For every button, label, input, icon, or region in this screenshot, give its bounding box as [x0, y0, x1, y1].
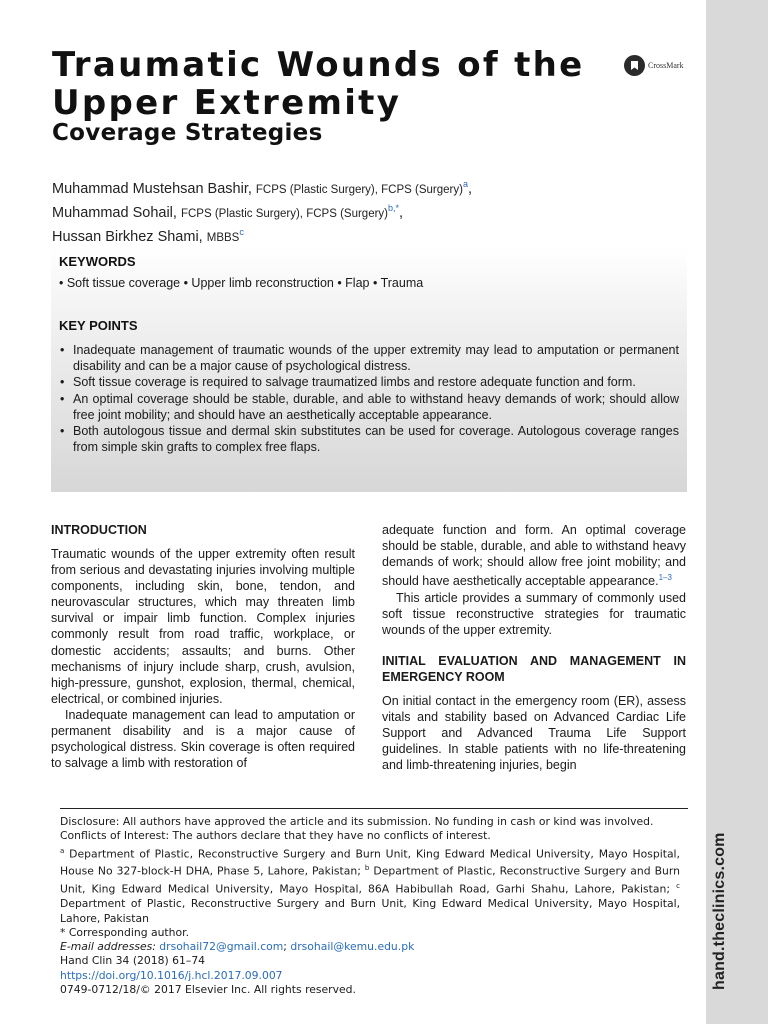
author-name: Muhammad Mustehsan Bashir, — [52, 180, 252, 197]
affiliation-b: Department of Plastic, Reconstructive Surgery and Burn Unit, King Edward Medical University, Mayo Hospital, 86A Habibullah Road, Garhi Shahu, Lahore, Pakistan; — [60, 865, 680, 896]
copyright-line: 0749-0712/18/© 2017 Elsevier Inc. All rights reserved. — [60, 983, 356, 996]
body-paragraph: Traumatic wounds of the upper extremity often result from serious and devastating injuries involving multiple components, including skin, bone, tendon, and neurovascular structures, which may threaten limb survival or impair limb function. Complex injuries commonly result from road traffic, workplace, or domestic accidents; assaults; and burns. Other mechanisms of injury include sharp, crush, avulsion, high-pressure, gunshot, explosion, thermal, chemical, electrical, or combined injuries. — [51, 547, 355, 706]
journal-site-label[interactable]: hand.theclinics.com — [711, 832, 728, 990]
author-list — [52, 175, 472, 246]
crossmark-badge[interactable] — [624, 55, 684, 76]
body-paragraph — [382, 522, 686, 590]
affiliation-label-a: a — [60, 846, 65, 855]
key-points-heading: KEY POINTS — [59, 318, 138, 333]
key-point: • An optimal coverage should be stable, durable, and able to withstand heavy demands of work; should allow free joint mobility; and should have an aesthetically acceptable appearance. — [59, 391, 679, 423]
keywords-list: • Soft tissue coverage • Upper limb reconstruction • Flap • Trauma — [59, 276, 424, 290]
body-paragraph: This article provides a summary of commonly used soft tissue reconstructive strategies for traumatic wounds of the upper extremity. — [382, 590, 686, 637]
email-link-2[interactable]: drsohail@kemu.edu.pk — [290, 940, 415, 954]
key-point: • Soft tissue coverage is required to salvage traumatized limbs and restore adequate function and form. — [59, 374, 679, 390]
footnote-rule — [60, 808, 688, 809]
corresponding-author-note: * Corresponding author. — [60, 925, 189, 939]
author-separator: , — [467, 180, 472, 197]
body-paragraph: On initial contact in the emergency room (ER), assess vitals and stability based on Advanced Cardiac Life Support and Advanced Trauma Life Support guidelines. In stable patients with no life-threatening and limb-threatening injuries, begin — [382, 693, 686, 773]
affiliation-marker[interactable]: b,* — [388, 202, 400, 213]
author-separator: , — [399, 204, 404, 221]
affiliation-label-c: c — [676, 882, 680, 891]
affiliation-marker[interactable]: a — [462, 179, 468, 189]
footnotes — [60, 815, 680, 954]
body-paragraph: Inadequate management can lead to amputation or permanent disability and is a major cause of psychological distress. Skin coverage is often required to salvage a limb with restoration of — [51, 707, 355, 771]
article-subtitle: Coverage Strategies — [52, 120, 323, 146]
keywords-box — [51, 247, 687, 492]
author-name: Hussan Birkhez Shami, — [52, 228, 203, 245]
affiliation-a: Department of Plastic, Reconstructive Surgery and Burn Unit, King Edward Medical University, Mayo Hospital, House No 327-block-H DHA, Phase 5, Lahore, Pakistan; — [60, 847, 680, 879]
affiliation-c: Department of Plastic, Reconstructive Surgery and Burn Unit, King Edward Medical University, Mayo Hospital, Lahore, Pakistan — [60, 897, 680, 925]
author-name: Muhammad Sohail, — [52, 204, 177, 221]
keywords-heading: KEYWORDS — [59, 254, 136, 269]
crossmark-label: CrossMark — [648, 61, 684, 70]
doi-link[interactable]: https://doi.org/10.1016/j.hcl.2017.09.007 — [60, 968, 283, 982]
key-points-list — [59, 342, 679, 455]
affiliation-label-b: b — [364, 864, 370, 873]
conflicts-note: Conflicts of Interest: The authors declare that they have no conflicts of interest. — [60, 829, 491, 843]
author-credentials: FCPS (Plastic Surgery), FCPS (Surgery) — [180, 207, 388, 220]
key-point: • Both autologous tissue and dermal skin substitutes can be used for coverage. Autologous coverage ranges from simple skin grafts to complex free flaps. — [59, 423, 679, 455]
author-line — [52, 199, 472, 223]
affiliations-note — [60, 844, 680, 926]
citation-block — [60, 954, 356, 998]
affiliation-marker[interactable]: c — [239, 226, 244, 237]
author-credentials: FCPS (Plastic Surgery), FCPS (Surgery) — [255, 183, 463, 196]
crossmark-icon — [624, 55, 645, 76]
email-note: E-mail addresses: drsohail72@gmail.com; drsohail@kemu.edu.pk — [60, 940, 415, 954]
section-heading-initial-evaluation: INITIAL EVALUATION AND MANAGEMENT IN EMERGENCY ROOM — [382, 653, 686, 684]
article-title: Traumatic Wounds of the Upper Extremity — [52, 45, 585, 123]
disclosure-note: Disclosure: All authors have approved the article and its submission. No funding in cash or kind was involved. — [60, 815, 654, 828]
email-link-1[interactable]: drsohail72@gmail.com — [159, 940, 284, 954]
body-column-right — [382, 522, 686, 773]
author-credentials: MBBS — [206, 231, 240, 244]
author-line — [52, 223, 472, 247]
side-band — [706, 0, 768, 1024]
reference-marker[interactable]: 1–3 — [658, 573, 672, 583]
journal-citation: Hand Clin 34 (2018) 61–74 — [60, 954, 206, 967]
email-label: E-mail addresses: — [60, 940, 156, 954]
section-heading-introduction: INTRODUCTION — [51, 523, 147, 537]
body-column-left — [51, 522, 355, 771]
key-point: • Inadequate management of traumatic wounds of the upper extremity may lead to amputation or permanent disability and can be a major cause of psychological distress. — [59, 342, 679, 374]
author-line — [52, 175, 472, 199]
paragraph-text: adequate function and form. An optimal coverage should be stable, durable, and able to withstand heavy demands of work; should allow free joint mobility; and should have aesthetically acceptable appearance. — [382, 523, 686, 589]
